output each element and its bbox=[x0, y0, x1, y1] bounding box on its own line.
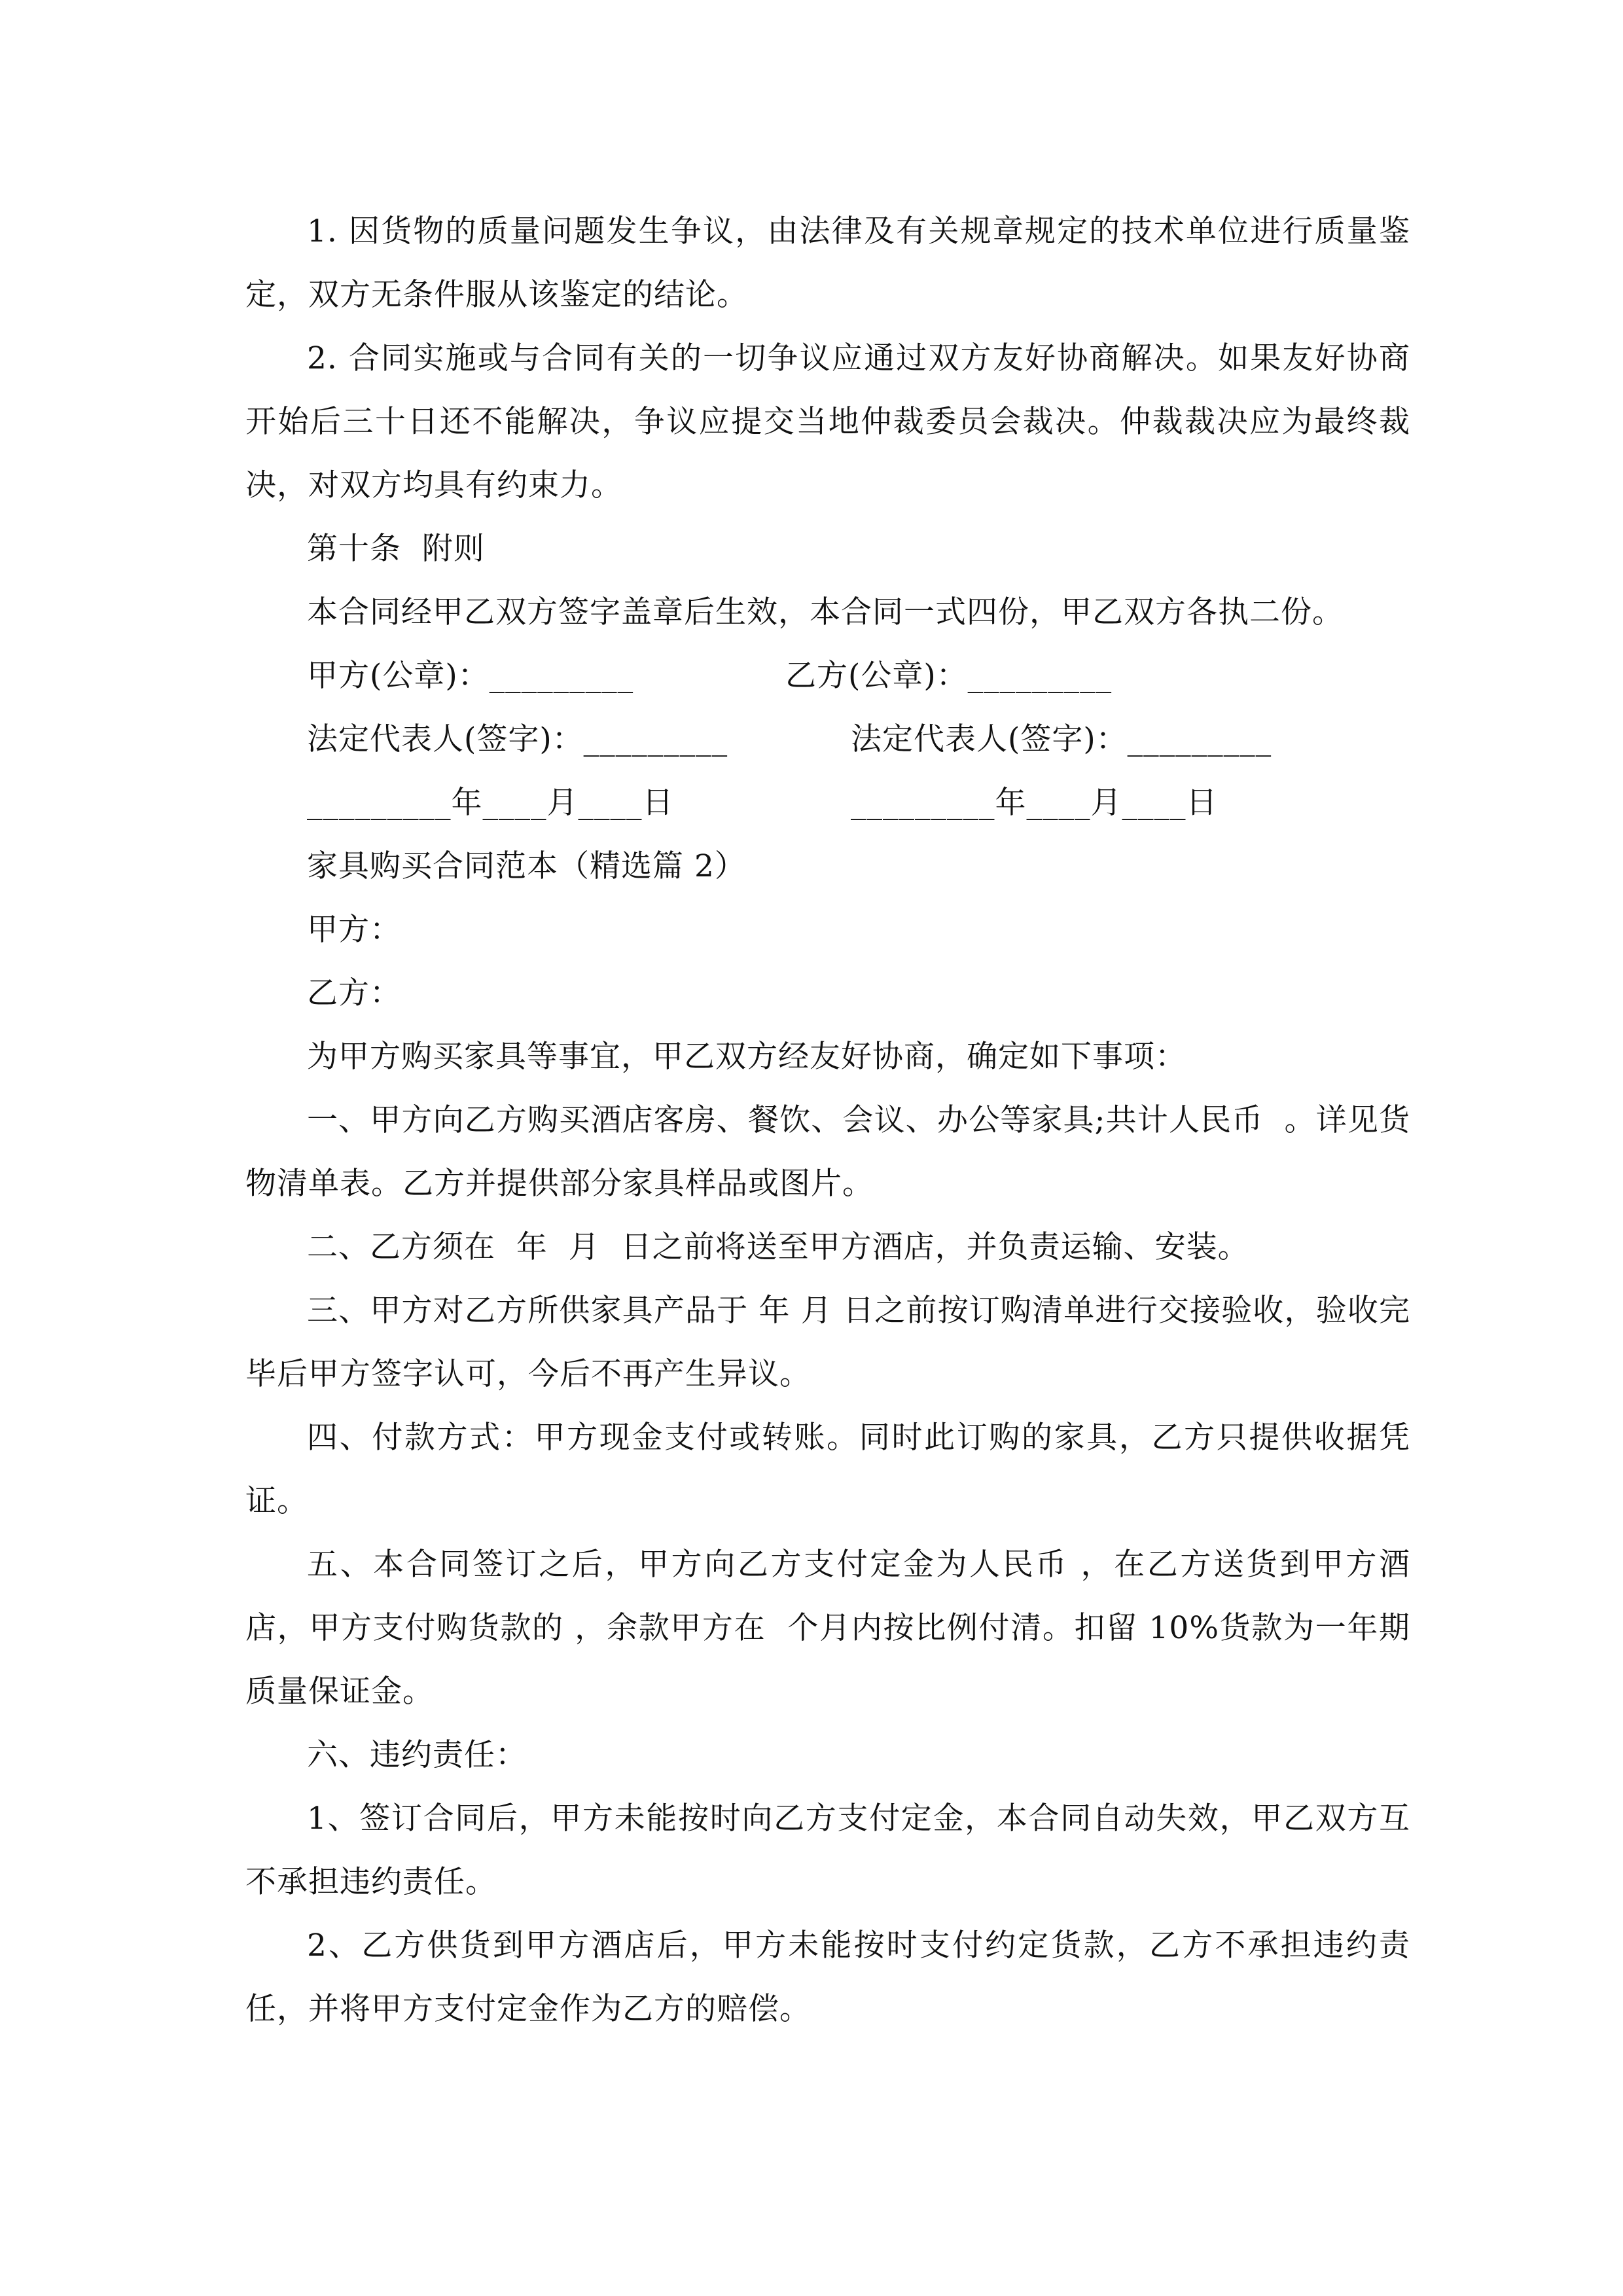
contract-2-intro: 为甲方购买家具等事宜，甲乙双方经友好协商，确定如下事项： bbox=[307, 1039, 1186, 1075]
signature-row-seal bbox=[245, 644, 1410, 708]
clause-6-liability-heading: 六、违约责任： bbox=[307, 1737, 527, 1773]
contract-2-party-b: 乙方： bbox=[307, 975, 401, 1011]
clause-6-2: 2、乙方供货到甲方酒店后，甲方未能按时支付约定货款，乙方不承担违约责任，并将甲方支付定金作为乙方的赔偿。 bbox=[245, 1928, 1410, 2027]
clause-5-deposit: 五、本合同签订之后，甲方向乙方支付定金为人民币 ，在乙方送货到甲方酒店，甲方支付购货款的 ，余款甲方在 个月内按比例付清。扣留 10%货款为一年期质量保证金。 bbox=[245, 1547, 1410, 1710]
article-10-text: 本合同经甲乙双方签字盖章后生效，本合同一式四份，甲乙双方各执二份。 bbox=[307, 594, 1344, 630]
clause-2-delivery: 二、乙方须在 年 月 日之前将送至甲方酒店，并负责运输、安装。 bbox=[307, 1229, 1249, 1265]
party-b-seal-field: 乙方(公章)：_________ bbox=[785, 658, 1113, 694]
paragraph-dispute-quality: 1. 因货物的质量问题发生争议，由法律及有关规章规定的技术单位进行质量鉴定，双方无条件服从该鉴定的结论。 bbox=[245, 213, 1410, 313]
clause-6-1: 1、签订合同后，甲方未能按时向乙方支付定金，本合同自动失效，甲乙双方互不承担违约责任。 bbox=[245, 1801, 1410, 1900]
paragraph-dispute-negotiation: 2. 合同实施或与合同有关的一切争议应通过双方友好协商解决。如果友好协商开始后三十日还不能解决，争议应提交当地仲裁委员会裁决。仲裁裁决应为最终裁决，对双方均具有约束力。 bbox=[245, 340, 1410, 503]
signature-row-representative bbox=[245, 708, 1410, 771]
party-a-rep-field: 法定代表人(签字)：_________ bbox=[307, 721, 728, 757]
contract-2-party-a: 甲方： bbox=[307, 912, 401, 948]
document-body bbox=[245, 200, 1410, 2041]
signature-row-date bbox=[245, 771, 1410, 834]
party-a-seal-field: 甲方(公章)：_________ bbox=[307, 658, 634, 694]
party-b-rep-field: 法定代表人(签字)：_________ bbox=[851, 721, 1272, 757]
clause-3-acceptance: 三、甲方对乙方所供家具产品于 年 月 日之前按订购清单进行交接验收，验收完毕后甲方签字认可，今后不再产生异议。 bbox=[245, 1293, 1410, 1392]
clause-1-purchase: 一、甲方向乙方购买酒店客房、餐饮、会议、办公等家具;共计人民币 。详见货物清单表。乙方并提供部分家具样品或图片。 bbox=[245, 1102, 1410, 1202]
party-a-date-field: _________年____月____日 bbox=[307, 785, 674, 821]
clause-4-payment-method: 四、付款方式：甲方现金支付或转账。同时此订购的家具，乙方只提供收据凭证。 bbox=[245, 1420, 1410, 1519]
article-10-heading: 第十条 附则 bbox=[307, 531, 485, 567]
party-b-date-field: _________年____月____日 bbox=[851, 785, 1218, 821]
contract-2-title: 家具购买合同范本（精选篇 2） bbox=[307, 848, 746, 884]
